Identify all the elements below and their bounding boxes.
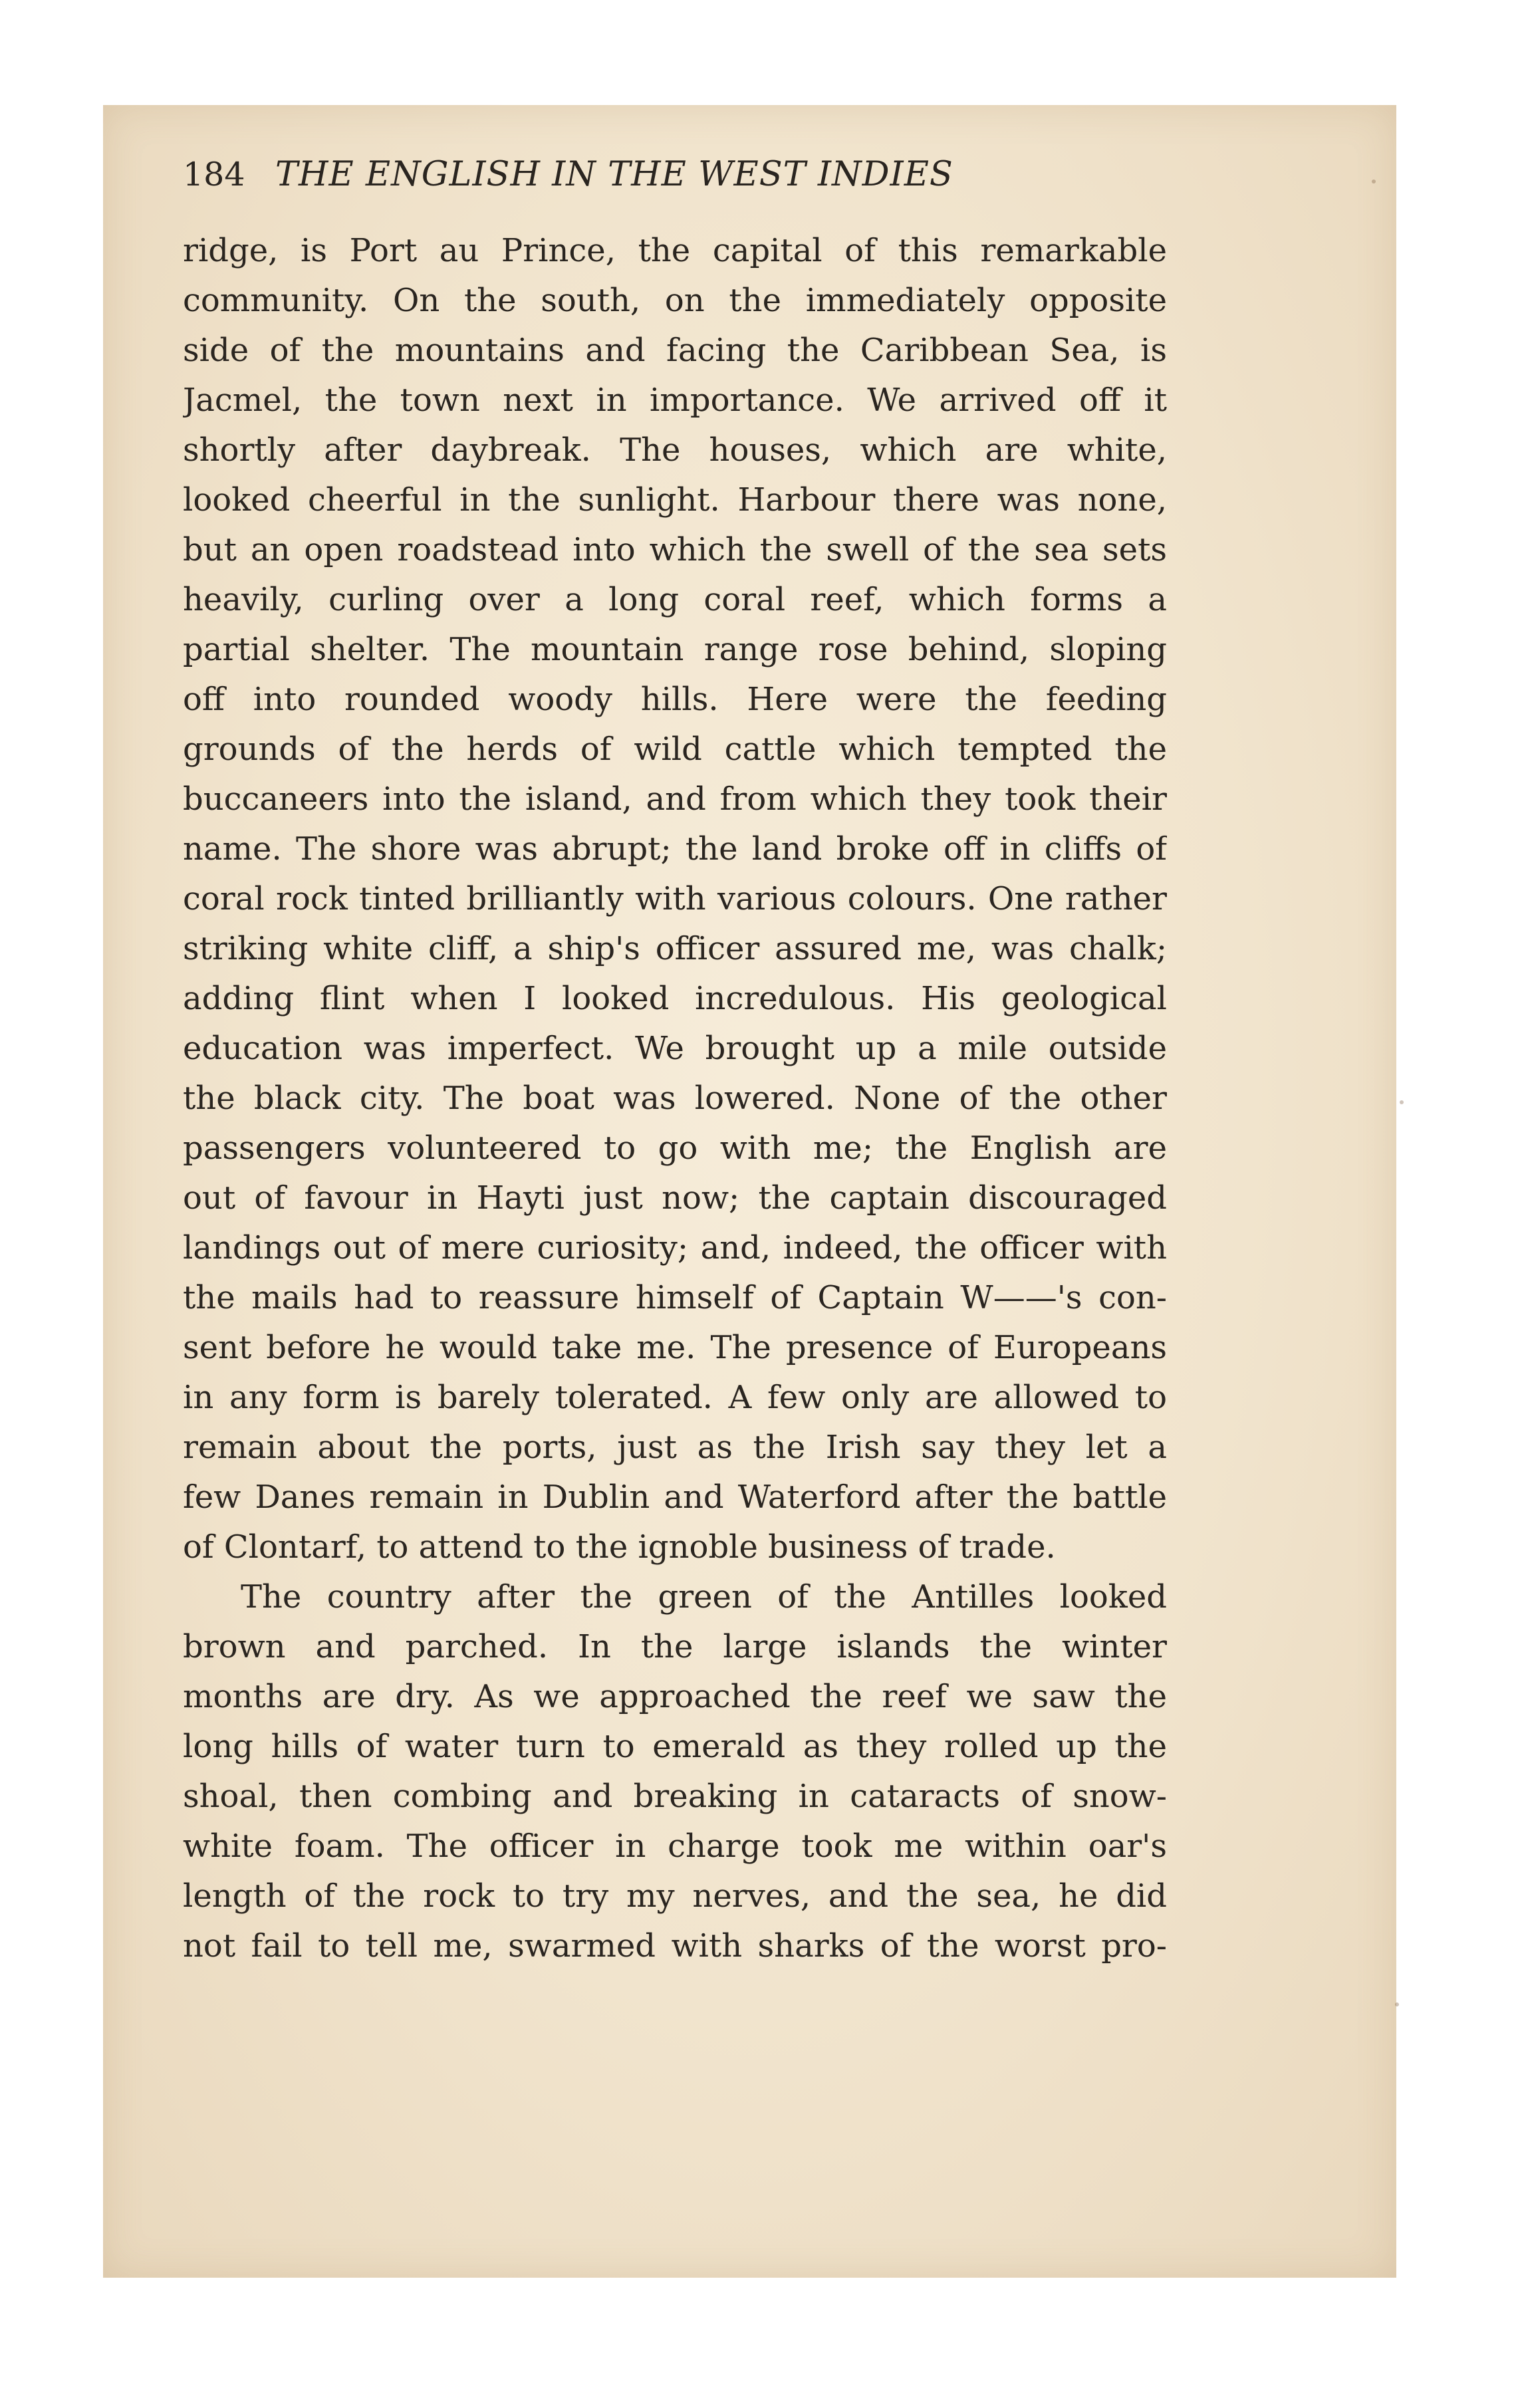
text-line: passengers volunteered to go with me; the English are [183, 1130, 1167, 1167]
text-line: Jacmel, the town next in importance. We arrived off it [183, 382, 1167, 419]
text-line: looked cheerful in the sunlight. Harbour there was none, [183, 481, 1167, 519]
text-line: grounds of the herds of wild cattle which tempted the [183, 731, 1167, 768]
text-line: length of the rock to try my nerves, and the sea, he did [183, 1877, 1167, 1915]
text-line: out of favour in Hayti just now; the captain discouraged [183, 1179, 1167, 1217]
text-line: not fail to tell me, swarmed with sharks of the worst pro- [183, 1927, 1167, 1965]
text-line: the black city. The boat was lowered. None of the other [183, 1080, 1167, 1117]
text-line: the mails had to reassure himself of Captain W——'s con- [183, 1279, 1167, 1316]
text-line: long hills of water turn to emerald as they rolled up the [183, 1728, 1167, 1765]
text-line: ridge, is Port au Prince, the capital of this remarkable [183, 232, 1167, 269]
text-line: community. On the south, on the immediately opposite [183, 282, 1167, 319]
text-line: side of the mountains and facing the Caribbean Sea, is [183, 332, 1167, 369]
text-line: off into rounded woody hills. Here were the feeding [183, 681, 1167, 718]
page-number: 184 [183, 156, 245, 193]
text-line: partial shelter. The mountain range rose behind, sloping [183, 631, 1167, 668]
paragraph-start-line: The country after the green of the Antilles looked [241, 1578, 1167, 1616]
text-line: white foam. The officer in charge took me within oar's [183, 1828, 1167, 1865]
text-line: coral rock tinted brilliantly with various colours. One rather [183, 880, 1167, 917]
text-line: name. The shore was abrupt; the land broke off in cliffs of [183, 830, 1167, 868]
text-line: shoal, then combing and breaking in cataracts of snow- [183, 1778, 1167, 1815]
paper-speck [1395, 2002, 1399, 2006]
page-header [183, 145, 1167, 205]
text-line: remain about the ports, just as the Irish say they let a [183, 1429, 1167, 1466]
text-line: adding flint when I looked incredulous. His geological [183, 980, 1167, 1017]
paper-speck [1400, 1100, 1404, 1104]
text-line: education was imperfect. We brought up a mile outside [183, 1030, 1167, 1067]
text-line: shortly after daybreak. The houses, which are white, [183, 431, 1167, 469]
running-head: THE ENGLISH IN THE WEST INDIES [275, 155, 953, 194]
text-line: few Danes remain in Dublin and Waterford after the battle [183, 1479, 1167, 1516]
text-line: sent before he would take me. The presence of Europeans [183, 1329, 1167, 1366]
text-line: months are dry. As we approached the reef we saw the [183, 1678, 1167, 1715]
text-line: brown and parched. In the large islands the winter [183, 1628, 1167, 1665]
text-line: buccaneers into the island, and from which they took their [183, 781, 1167, 818]
body-text [183, 226, 1167, 1971]
text-line: heavily, curling over a long coral reef, which forms a [183, 581, 1167, 618]
text-line: striking white cliff, a ship's officer assured me, was chalk; [183, 930, 1167, 967]
text-line: landings out of mere curiosity; and, indeed, the officer with [183, 1229, 1167, 1266]
text-line: but an open roadstead into which the swell of the sea sets [183, 531, 1167, 568]
paper-speck [1372, 180, 1376, 183]
paragraph-end-line: of Clontarf, to attend to the ignoble business of trade. [183, 1528, 1056, 1566]
text-line: in any form is barely tolerated. A few only are allowed to [183, 1379, 1167, 1416]
